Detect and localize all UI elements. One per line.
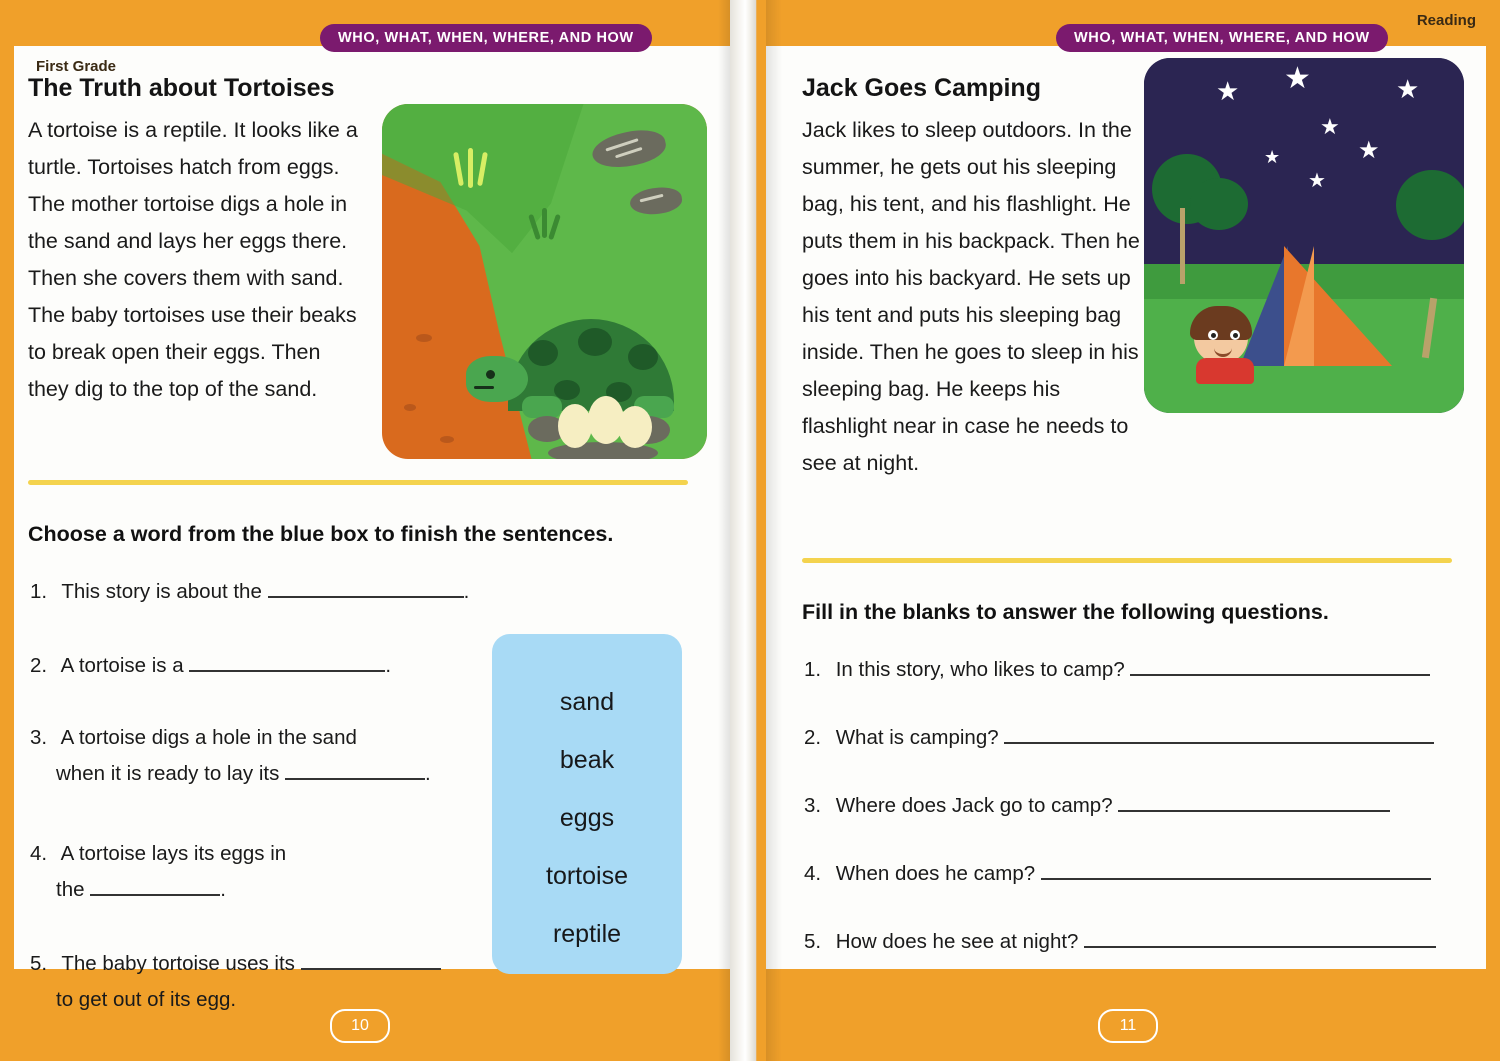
tent-flap: [1284, 246, 1314, 366]
question-number: 2.: [804, 726, 822, 749]
section-banner-right: WHO, WHAT, WHEN, WHERE, AND HOW: [1056, 24, 1388, 52]
question-text-line2: to get out of its egg.: [56, 988, 237, 1011]
right-divider-rule: [802, 558, 1452, 563]
boy-eye: [1208, 330, 1218, 340]
question-number: 5.: [30, 952, 48, 975]
section-banner-left: WHO, WHAT, WHEN, WHERE, AND HOW: [320, 24, 652, 52]
book-gutter: [730, 0, 766, 1061]
star-icon: ★: [1216, 76, 1240, 106]
list-item: [804, 926, 1464, 958]
plant-sprout-icon: [542, 208, 547, 238]
period: .: [463, 580, 470, 603]
right-frame-band: [1486, 0, 1500, 1061]
question-number: 4.: [804, 862, 822, 885]
word-bank-item[interactable]: eggs: [559, 804, 615, 832]
sand-speck: [404, 404, 416, 411]
answer-blank[interactable]: [1130, 654, 1430, 676]
shell-spot: [578, 328, 612, 356]
word-bank-item[interactable]: sand: [559, 688, 615, 716]
boy-eye: [1230, 330, 1240, 340]
answer-blank[interactable]: [1004, 722, 1434, 744]
star-icon: ★: [1308, 170, 1326, 192]
egg-shape: [618, 406, 652, 448]
star-icon: ★: [1264, 147, 1281, 167]
question-text: The baby tortoise uses its: [61, 952, 295, 975]
left-story-title: The Truth about Tortoises: [28, 74, 335, 102]
boy-camping-tent-night-illustration: [1144, 58, 1464, 413]
list-item: [804, 722, 1464, 754]
right-page: [766, 46, 1486, 969]
tortoise-foot: [522, 396, 562, 418]
right-story-title: Jack Goes Camping: [802, 74, 1041, 102]
question-number: 4.: [30, 842, 48, 865]
list-item: [30, 838, 470, 906]
list-item: [30, 948, 500, 1016]
question-text-line2: the: [56, 878, 85, 901]
period: .: [220, 878, 226, 901]
question-text: A tortoise is a: [60, 654, 184, 677]
answer-blank[interactable]: [268, 576, 464, 598]
spine-shadow-right: [766, 0, 782, 1061]
list-item: [804, 790, 1464, 822]
question-number: 5.: [804, 930, 822, 953]
tent-pole-icon: [1180, 208, 1185, 284]
tortoise-with-eggs-illustration: [382, 104, 707, 459]
grass-blade-icon: [468, 148, 473, 188]
period: .: [385, 654, 392, 677]
answer-blank[interactable]: [1084, 926, 1436, 948]
left-directions: Choose a word from the blue box to finish the sentences.: [28, 522, 614, 546]
question-number: 1.: [804, 658, 822, 681]
page-number-left: 10: [330, 1009, 390, 1043]
question-number: 3.: [804, 794, 822, 817]
question-text: How does he see at night?: [835, 930, 1079, 953]
tortoise-mouth: [474, 386, 494, 389]
star-icon: ★: [1396, 74, 1420, 104]
question-text: In this story, who likes to camp?: [835, 658, 1125, 681]
page-number-right: 11: [1098, 1009, 1158, 1043]
answer-blank[interactable]: [90, 874, 220, 896]
answer-blank[interactable]: [1041, 858, 1431, 880]
shell-spot: [628, 344, 658, 370]
left-divider-rule: [28, 480, 688, 485]
answer-blank[interactable]: [301, 948, 441, 970]
list-item: [804, 654, 1464, 686]
tent-left-panel: [1240, 246, 1288, 366]
list-item: [30, 576, 500, 608]
word-bank-item[interactable]: tortoise: [546, 862, 628, 890]
tortoise-eye: [486, 370, 495, 379]
question-text: What is camping?: [835, 726, 999, 749]
left-story-text: A tortoise is a reptile. It looks like a turtle. Tortoises hatch from eggs. The mother tortoise digs a hole in the sand and lays her eggs there. Then she covers them with sand. The baby tortoises use their beaks to break open their eggs. Then they dig to the top of the sand.: [28, 118, 358, 401]
question-text: Where does Jack go to camp?: [835, 794, 1113, 817]
question-number: 2.: [30, 654, 48, 677]
tree-icon: [1190, 178, 1248, 230]
star-icon: ★: [1284, 62, 1311, 95]
question-text: A tortoise lays its eggs in: [60, 842, 287, 865]
star-icon: ★: [1320, 114, 1340, 139]
question-number: 1.: [30, 580, 48, 603]
question-text-line2: when it is ready to lay its: [56, 762, 280, 785]
word-bank-box: [492, 634, 682, 974]
left-page: [14, 46, 730, 1011]
question-text: When does he camp?: [835, 862, 1036, 885]
star-icon: ★: [1358, 137, 1380, 164]
grade-label: First Grade: [36, 58, 117, 75]
answer-blank[interactable]: [189, 650, 385, 672]
question-text: This story is about the: [61, 580, 262, 603]
answer-blank[interactable]: [1118, 790, 1390, 812]
list-item: [30, 722, 470, 790]
word-bank-item[interactable]: reptile: [552, 920, 622, 948]
sand-speck: [416, 334, 432, 342]
tree-icon: [1396, 170, 1464, 240]
boy-shirt: [1196, 358, 1254, 384]
left-frame-band: [0, 0, 14, 1061]
word-bank-item[interactable]: beak: [559, 746, 615, 774]
question-number: 3.: [30, 726, 48, 749]
list-item: [804, 858, 1464, 890]
right-story-text: Jack likes to sleep outdoors. In the summer, he gets out his sleeping bag, his tent, and his flashlight. He puts them in his backpack. Then he goes into his backyard. He sets up his tent and puts his sleeping bag inside. Then he goes to sleep in his sleeping bag. He keeps his flashlight near in case he needs to see at night.: [802, 118, 1140, 475]
subject-label: Reading: [1416, 12, 1476, 29]
period: .: [425, 762, 431, 785]
tortoise-head: [466, 356, 528, 402]
egg-shape: [558, 404, 592, 448]
right-directions: Fill in the blanks to answer the following questions.: [802, 600, 1329, 624]
sand-speck: [440, 436, 454, 443]
answer-blank[interactable]: [285, 758, 425, 780]
shell-spot: [528, 340, 558, 366]
list-item: [30, 650, 500, 682]
question-text: A tortoise digs a hole in the sand: [60, 726, 357, 749]
